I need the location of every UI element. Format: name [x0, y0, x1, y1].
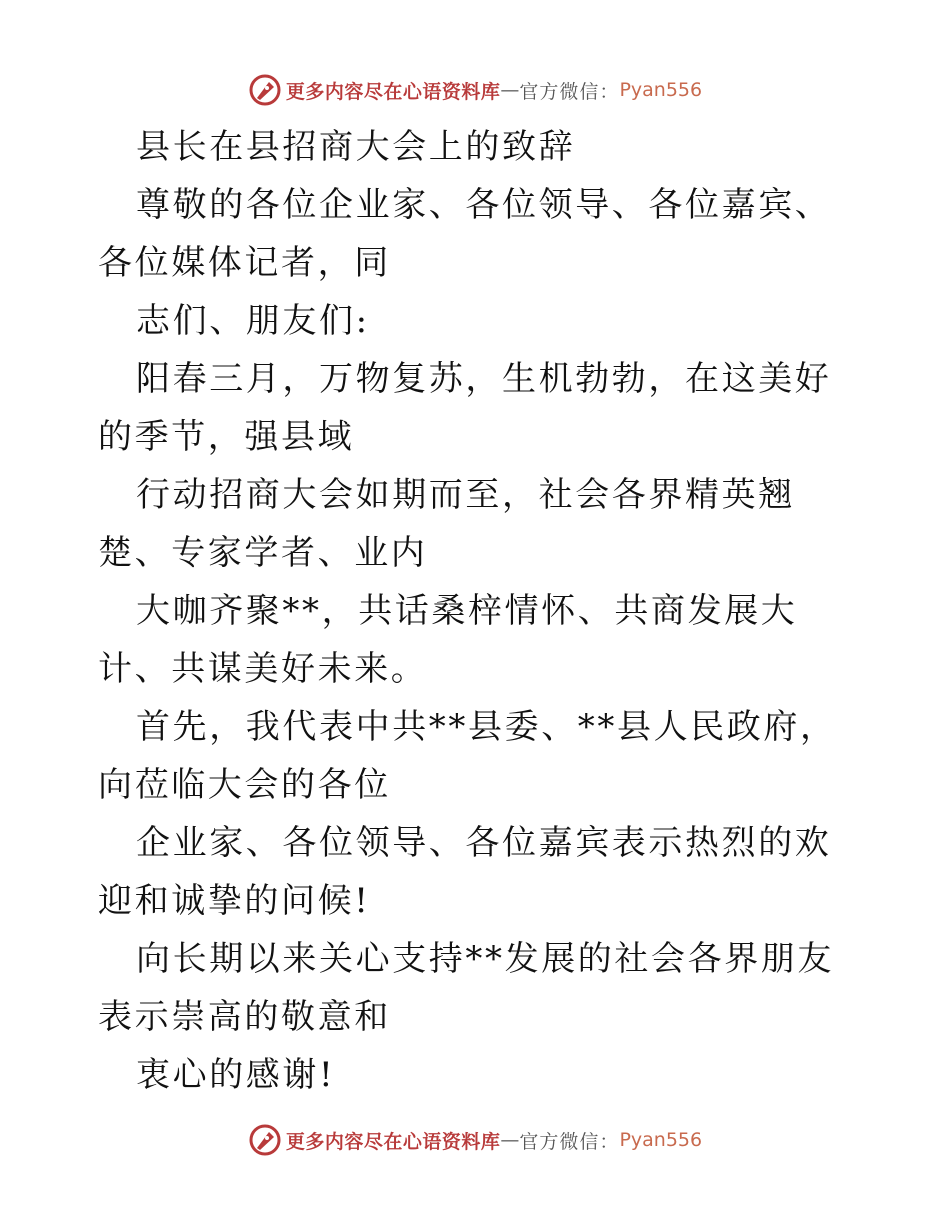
footer-banner-wechat: Pyan556 [619, 1129, 703, 1151]
pen-nib-logo-icon [248, 1123, 282, 1157]
paragraph: 阳春三月，万物复苏，生机勃勃，在这美好的季节，强县域 [98, 359, 832, 457]
footer-banner-title: 更多内容尽在心语资料库 [285, 1130, 501, 1153]
header-banner-title: 更多内容尽在心语资料库 [285, 80, 501, 103]
header-banner-dash: — [500, 79, 520, 101]
paragraph: 尊敬的各位企业家、各位领导、各位嘉宾、各位媒体记者，同 [98, 185, 832, 283]
footer-banner-dash: — [500, 1129, 520, 1151]
header-banner-label: 官方微信： [519, 80, 620, 103]
document-title: 县长在县招商大会上的致辞 [136, 127, 576, 167]
paragraph: 向长期以来关心支持**发展的社会各界朋友表示崇高的敬意和 [98, 939, 834, 1037]
paragraph: 大咖齐聚**，共话桑梓情怀、共商发展大计、共谋美好未来。 [98, 591, 798, 689]
paragraph: 行动招商大会如期而至，社会各界精英翘楚、专家学者、业内 [98, 475, 795, 573]
paragraph: 衷心的感谢! [136, 1055, 336, 1095]
paragraph: 企业家、各位领导、各位嘉宾表示热烈的欢迎和诚挚的问候! [98, 823, 832, 921]
footer-banner-label: 官方微信： [519, 1130, 620, 1153]
paragraph: 首先，我代表中共**县委、**县人民政府，向莅临大会的各位 [98, 707, 837, 805]
footer-banner [0, 1122, 950, 1158]
pen-nib-logo-icon [248, 73, 282, 107]
paragraph: 志们、朋友们: [136, 301, 370, 341]
header-banner [0, 72, 950, 108]
document-body [98, 118, 858, 1104]
header-banner-wechat: Pyan556 [619, 79, 703, 101]
